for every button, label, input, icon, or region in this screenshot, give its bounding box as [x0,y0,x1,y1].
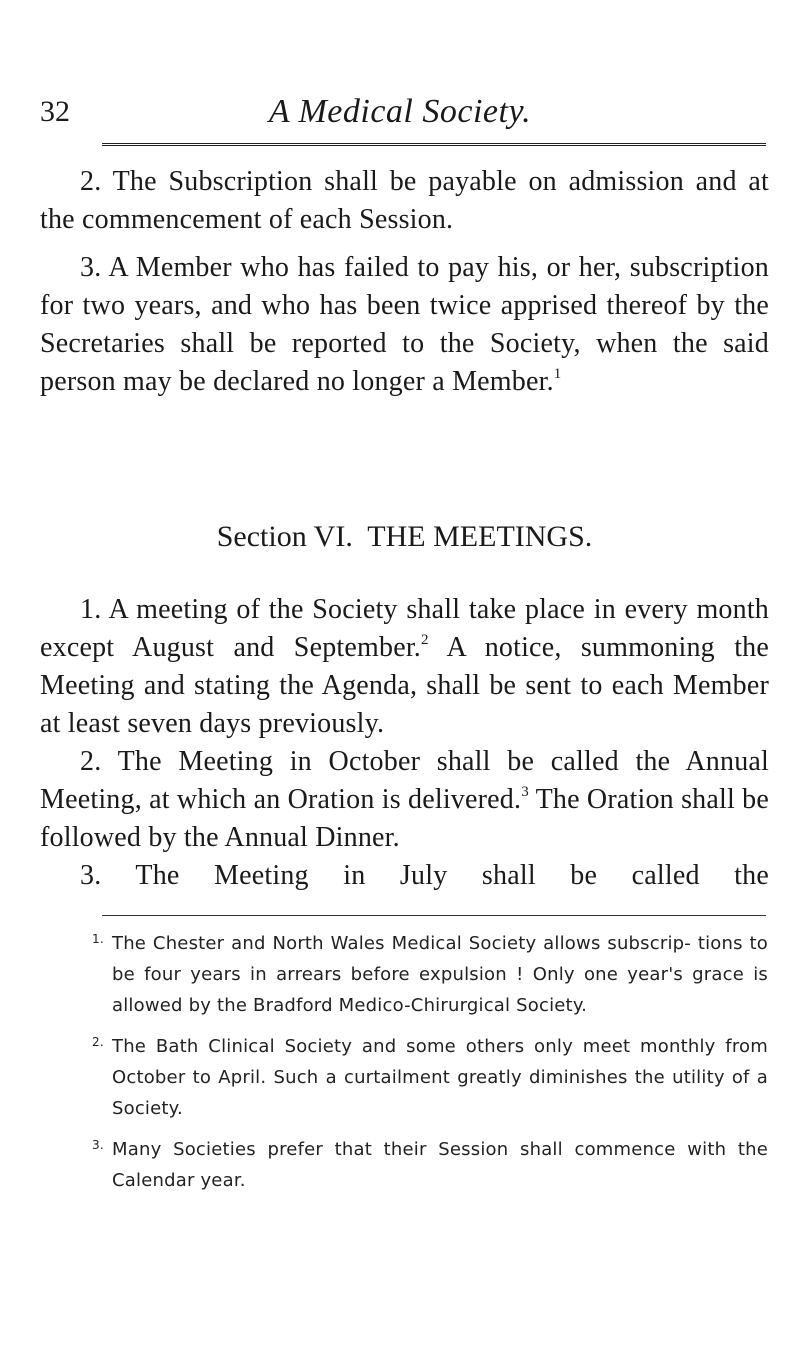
rule-line: The Meeting in July shall be called the [135,860,769,891]
rule-line: The Oration shall be followed by the Annual Dinner. [40,784,769,853]
footnote-mark: 2. [92,1035,104,1049]
header-rule [102,143,766,146]
footnote-rule [102,915,766,916]
rule-line: Session. [359,204,454,235]
footnote-text: The Bath Clinical Society and some others only meet monthly from October to April. Such a curtailment greatly diminishes the utility of a Society. [112,1036,768,1119]
rule-line: every month except August and September. [40,594,770,663]
footnote-mark: 3. [92,1138,104,1152]
rule-line: A Member who has failed to pay his, or her, [108,252,622,283]
footnote-1 [92,928,768,1021]
section-heading [40,517,769,557]
footnotes [92,928,768,1206]
rule-line: admission and at the commencement of each [40,166,769,235]
rule-1-monthly-meeting [40,591,769,743]
footnote-ref[interactable]: 3 [521,784,529,800]
page-number: 32 [40,95,70,128]
footnote-3 [92,1134,768,1196]
footnote-text: The Chester and North Wales Medical Society allows subscrip- tions to be four years in arrears before expulsion ! Only one year's grace is allowed by the Bradford Medico-Chirurgical Society. [112,933,768,1016]
rule-line: Agenda, shall be sent to each Member at least [40,670,769,739]
running-head [40,92,760,142]
footnote-text: Many Societies prefer that their Session shall commence with the Calendar year. [112,1139,768,1191]
section-label: Section VI. [216,520,353,553]
rule-3-july-meeting [40,857,769,895]
rule-line: declared no longer a Member. [213,366,554,397]
rule-number: 2. [80,746,102,777]
rule-line: The Meeting in October shall be called the [117,746,671,777]
footnote-2 [92,1031,768,1124]
rule-3-arrears [40,249,769,401]
rule-2-subscription [40,163,769,239]
section-6-rules [40,591,769,895]
section-5-rules [40,163,769,411]
footnote-ref[interactable]: 2 [421,632,429,648]
rule-line: The Subscription shall be payable on [112,166,557,197]
rule-number: 1. [80,594,102,625]
running-title: A Medical Society. [268,93,532,130]
footnote-ref[interactable]: 1 [553,366,562,382]
rule-line: subscription for two years, and who has been twice [40,252,770,321]
rule-line: A [446,632,466,663]
rule-number: 2. [80,166,102,197]
rule-line: Annual Meeting, at which an Oration is delivered. [40,746,770,815]
rule-number: 3. [80,252,102,283]
rule-2-annual-meeting [40,743,769,857]
rule-line: apprised thereof by the Secretaries shall be reported [40,290,770,359]
rule-line: to the Society, when the said person may be [40,328,769,397]
section-title: THE MEETINGS. [367,520,593,553]
rule-line: seven days previously. [127,708,385,739]
rule-line: A meeting of the Society shall take place in [108,594,616,625]
footnote-mark: 1. [92,932,104,946]
rule-line: notice, summoning the Meeting and stating the [40,632,769,701]
rule-number: 3. [80,860,102,891]
